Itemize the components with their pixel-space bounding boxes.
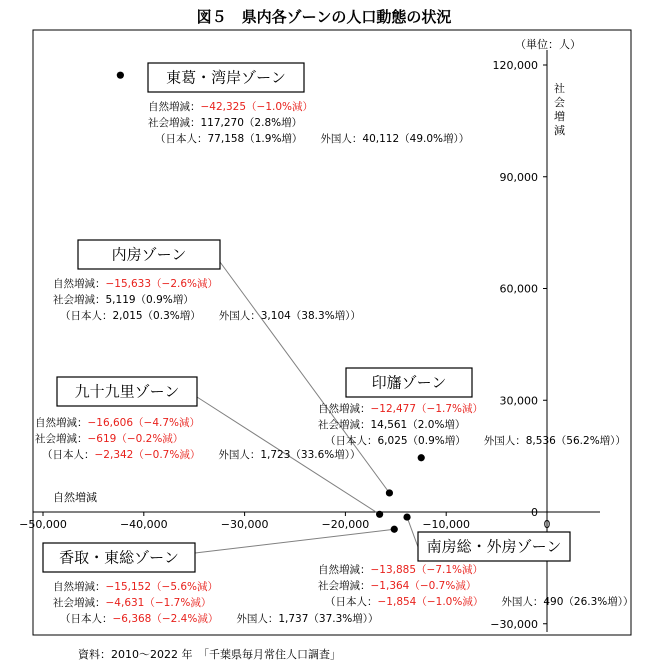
zone-name: 東葛・湾岸ゾーン (166, 68, 286, 87)
data-point (403, 513, 410, 520)
social-change-text: 社会増減：5,119（0.9%増） (53, 294, 194, 306)
natural-change-text: 自然増減：−16,606（−4.7%減） (35, 417, 201, 429)
x-tick-label: 0 (543, 518, 551, 531)
y-tick-label: 60,000 (499, 282, 538, 296)
y-tick-label: −30,000 (490, 617, 538, 631)
natural-change-text: 自然増減：−42,325（−1.0%減） (148, 101, 314, 113)
foreign-change-text: 外国人：40,112（49.0%増）） (320, 133, 470, 145)
foreign-change-text: 外国人：490（26.3%増）） (501, 596, 634, 608)
social-change-text: 社会増減：117,270（2.8%増） (148, 117, 303, 129)
x-axis-label: 自然増減 (53, 491, 97, 504)
y-tick-label: 0 (531, 506, 538, 519)
chart-title: 図５ 県内各ゾーンの人口動態の状況 (196, 8, 452, 26)
japanese-change-text: （日本人：−1,854（−1.0%減） (325, 596, 484, 608)
natural-change-text: 自然増減：−12,477（−1.7%減） (318, 403, 484, 415)
natural-change-text: 自然増減：−13,885（−7.1%減） (318, 564, 484, 576)
japanese-change-text: （日本人：2,015（0.3%増） (60, 310, 201, 322)
zone-name: 香取・東総ゾーン (59, 548, 179, 567)
foreign-change-text: 外国人：3,104（38.3%増）） (218, 310, 361, 322)
data-point (376, 511, 383, 518)
zone-name: 九十九里ゾーン (74, 382, 180, 401)
unit-label: （単位：人） (515, 38, 581, 51)
leader-line (407, 517, 418, 547)
social-change-text: 社会増減：−1,364（−0.7%減） (318, 580, 477, 592)
source-note: 資料：2010～2022 年 「千葉県毎月常住人口調査」 (78, 648, 341, 661)
y-axis-label: 社会増減 (554, 82, 565, 137)
zone-name: 印旛ゾーン (371, 373, 447, 392)
japanese-change-text: （日本人：−2,342（−0.7%減） (42, 449, 201, 461)
japanese-change-text: （日本人：−6,368（−2.4%減） (60, 613, 219, 625)
x-tick-label: −50,000 (19, 518, 67, 531)
social-change-text: 社会増減：−4,631（−1.7%減） (53, 597, 212, 609)
natural-change-text: 自然増減：−15,152（−5.6%減） (53, 581, 219, 593)
data-point (418, 454, 425, 461)
zone-name: 南房総・外房ゾーン (426, 537, 562, 556)
y-tick-label: 120,000 (492, 59, 538, 72)
zone-name: 内房ゾーン (111, 245, 187, 264)
foreign-change-text: 外国人：8,536（56.2%増）） (483, 435, 626, 447)
x-tick-label: −10,000 (422, 518, 471, 531)
social-change-text: 社会増減：−619（−0.2%減） (35, 433, 184, 445)
data-point (386, 489, 393, 496)
japanese-change-text: （日本人：6,025（0.9%増） (325, 435, 466, 447)
leader-line (195, 529, 394, 553)
foreign-change-text: 外国人：1,737（37.3%増）） (236, 613, 379, 625)
zone-tokatsu (117, 63, 470, 145)
data-point (117, 72, 124, 79)
japanese-change-text: （日本人：77,158（1.9%増） (155, 133, 303, 145)
x-tick-label: −20,000 (321, 518, 370, 531)
foreign-change-text: 外国人：1,723（33.6%増）） (218, 449, 361, 461)
x-tick-label: −40,000 (119, 518, 168, 531)
zone-inba (318, 368, 626, 461)
data-point (391, 526, 398, 533)
y-tick-label: 90,000 (499, 170, 538, 184)
x-tick-label: −30,000 (220, 518, 269, 531)
y-tick-label: 30,000 (499, 394, 538, 408)
natural-change-text: 自然増減：−15,633（−2.6%減） (53, 278, 219, 290)
social-change-text: 社会増減：14,561（2.0%増） (318, 419, 466, 431)
